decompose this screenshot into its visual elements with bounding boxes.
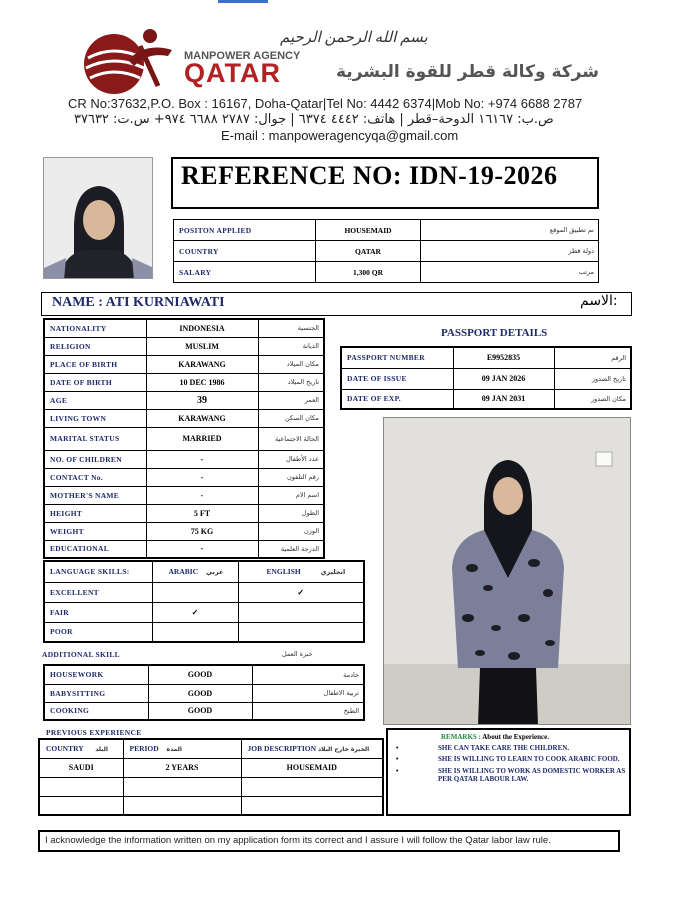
excellent-arabic-mark [152,582,238,602]
age-arabic: العمر [258,391,324,409]
religion-arabic: الديانة [258,337,324,355]
table-row [44,702,364,720]
birthplace-label: PLACE OF BIRTH [44,355,146,373]
poor-arabic-mark [152,622,238,642]
table-row [341,368,631,389]
country-column-label-ar: البلد [95,746,108,754]
table-row [44,486,324,504]
country-arabic: دولة قطر [421,241,599,262]
arabic-column-header [152,561,238,582]
religion-value: MUSLIM [146,337,258,355]
weight-arabic: الوزن [258,522,324,540]
experience-table [38,738,384,816]
arabic-column-label: ARABIC [168,567,199,577]
table-row [174,262,599,283]
religion-label: RELIGION [44,337,146,355]
email-line: E-mail : manpoweragencyqa@gmail.com [221,128,459,143]
table-row [341,347,631,368]
period-column-label-ar: المدة [166,746,182,754]
children-arabic: عدد الأطفال [258,450,324,468]
table-row [44,337,324,355]
mother-name-label: MOTHER'S NAME [44,486,146,504]
english-column-header [238,561,364,582]
education-label: EDUCATIONAL [44,540,146,558]
remarks-list [396,744,626,787]
table-row [44,427,324,450]
personal-details-table [43,318,325,559]
table-row [174,220,599,241]
experience-job [241,777,383,796]
experience-period: 2 YEARS [123,758,241,777]
country-label: COUNTRY [174,241,316,262]
living-town-value: KARAWANG [146,409,258,427]
passport-number-arabic: الرقم [554,347,631,368]
applicant-name-arabic: الاسم: [580,293,618,309]
birthplace-value: KARAWANG [146,355,258,373]
children-value: - [146,450,258,468]
table-row [44,540,324,558]
age-value: 39 [146,391,258,409]
table-row [44,684,364,702]
cooking-value: GOOD [148,702,252,720]
table-row [44,561,364,582]
babysitting-label: BABYSITTING [44,684,148,702]
table-row [44,602,364,622]
position-table [173,219,599,283]
table-row [44,504,324,522]
contact-label: CONTACT No. [44,468,146,486]
arabic-column-label-ar: عربي [205,568,224,577]
table-row [44,355,324,373]
excellent-label: EXCELLENT [44,582,152,602]
contact-arabic: رقم التلفون [258,468,324,486]
education-arabic: الدرجة العلمية [258,540,324,558]
applicant-portrait-photo [43,157,153,279]
birthdate-label: DATE OF BIRTH [44,373,146,391]
position-arabic: تم تطبيق الموقع [421,220,599,241]
housework-arabic: خادمة [252,665,364,684]
remarks-title: REMARKS : About the Experience. [441,733,549,741]
job-column-label-ar: الخبرة خارج البلاد [317,746,370,754]
weight-value: 75 KG [146,522,258,540]
list-item: • SHE IS WILLING TO WORK AS DOMESTIC WORKER AS PER QATAR LABOUR LAW. [396,767,626,784]
table-row [44,522,324,540]
living-town-label: LIVING TOWN [44,409,146,427]
experience-period [123,796,241,815]
salary-arabic: مرتب [421,262,599,283]
age-label: AGE [44,391,146,409]
contact-value: - [146,468,258,486]
mother-name-value: - [146,486,258,504]
issue-date-value: 09 JAN 2026 [453,368,554,389]
table-row [44,582,364,602]
bismillah-calligraphy: بسم الله الرحمن الرحيم [280,30,428,46]
table-row [44,319,324,337]
passport-details-title: PASSPORT DETAILS [441,327,548,339]
nationality-value: INDONESIA [146,319,258,337]
salary-label: SALARY [174,262,316,283]
experience-job: HOUSEMAID [241,758,383,777]
birthdate-value: 10 DEC 1986 [146,373,258,391]
table-row [44,373,324,391]
education-value: - [146,540,258,558]
birthdate-arabic: تاريخ الميلاد [258,373,324,391]
period-column-label: PERIOD [129,744,159,754]
previous-experience-title: PREVIOUS EXPERIENCE [46,728,142,737]
table-row [39,796,383,815]
experience-job [241,796,383,815]
marital-status-value: MARRIED [146,427,258,450]
position-label: POSITON APPLIED [174,220,316,241]
table-row [44,450,324,468]
period-column-header [123,739,241,758]
nationality-arabic: الجنسية [258,319,324,337]
agency-name-small: MANPOWER AGENCY [184,50,301,62]
height-value: 5 FT [146,504,258,522]
marital-status-arabic: الحالة الاجتماعية [258,427,324,450]
experience-country: SAUDI [39,758,123,777]
issue-date-label: DATE OF ISSUE [341,368,453,389]
table-row [39,758,383,777]
passport-table [340,346,632,410]
table-row [44,665,364,684]
cooking-label: COOKING [44,702,148,720]
table-row [39,777,383,796]
birthplace-arabic: مكان الميلاد [258,355,324,373]
issue-date-arabic: تاريخ الصدور [554,368,631,389]
passport-number-value: E9952835 [453,347,554,368]
list-item: • SHE IS WILLING TO LEARN TO COOK ARABIC FOOD. [396,755,626,763]
fair-english-mark [238,602,364,622]
table-row [44,391,324,409]
language-skills-table [43,560,365,643]
english-column-label-ar: انجليزي [320,568,346,577]
nationality-label: NATIONALITY [44,319,146,337]
table-row [44,468,324,486]
weight-label: WEIGHT [44,522,146,540]
experience-country [39,796,123,815]
table-row [174,241,599,262]
expiry-date-label: DATE OF EXP. [341,389,453,409]
job-column-label: JOB DESCRIPTION [247,744,317,754]
fair-arabic-mark: ✓ [152,602,238,622]
housework-label: HOUSEWORK [44,665,148,684]
country-column-label: COUNTRY [46,744,84,754]
height-arabic: الطول [258,504,324,522]
list-item: • SHE CAN TAKE CARE THE CHILDREN. [396,744,626,752]
table-row [39,739,383,758]
additional-skill-title: ADDITIONAL SKILL [42,650,120,659]
job-column-header [241,739,383,758]
language-skills-header: LANGUAGE SKILLS: [44,561,152,582]
table-row [341,389,631,409]
applicant-full-photo [383,417,631,725]
fair-label: FAIR [44,602,152,622]
contact-line-english: CR No:37632,P.O. Box : 16167, Doha-Qatar|Tel No: 4442 6374|Mob No: +974 6688 2787 [68,96,583,111]
babysitting-value: GOOD [148,684,252,702]
agency-logo-icon [68,24,180,96]
acknowledgement-text: I acknowledge the information written on my application form its correct and I assure I will follow the Qatar labor law rule. [45,835,551,846]
living-town-arabic: مكان السكن [258,409,324,427]
additional-skill-title-arabic: خبرة العمل [282,650,313,658]
poor-label: POOR [44,622,152,642]
salary-value: 1,300 QR [316,262,421,283]
reference-number: REFERENCE NO: IDN-19-2026 [181,161,558,190]
expiry-date-value: 09 JAN 2031 [453,389,554,409]
marital-status-label: MARITAL STATUS [44,427,146,450]
agency-name-big: QATAR [184,58,281,88]
agency-name-arabic: شركة وكالة قطر للقوة البشرية [336,62,599,82]
table-row [44,409,324,427]
applicant-name: NAME : ATI KURNIAWATI [52,295,225,310]
top-accent-line [218,0,268,3]
additional-skill-table [43,664,365,721]
height-label: HEIGHT [44,504,146,522]
passport-number-label: PASSPORT NUMBER [341,347,453,368]
contact-line-arabic: ص.ب: ١٦١٦٧ الدوحة–قطر | هاتف: ٤٤٤٢ ٦٣٧٤ | جوال: ٢٧٨٧ ٦٦٨٨ ٩٧٤+ س.ت: ٣٧٦٣٢ [74,112,554,127]
babysitting-arabic: تربية الاطفال [252,684,364,702]
cooking-arabic: الطبخ [252,702,364,720]
poor-english-mark [238,622,364,642]
country-value: QATAR [316,241,421,262]
english-column-label: ENGLISH [266,567,301,577]
mother-name-arabic: اسم الام [258,486,324,504]
position-value: HOUSEMAID [316,220,421,241]
children-label: NO. OF CHILDREN [44,450,146,468]
expiry-date-arabic: مكان الصدور [554,389,631,409]
experience-period [123,777,241,796]
experience-country [39,777,123,796]
excellent-english-mark: ✓ [238,582,364,602]
table-row [44,622,364,642]
remarks-subtitle: About the Experience. [482,733,549,741]
housework-value: GOOD [148,665,252,684]
country-column-header [39,739,123,758]
